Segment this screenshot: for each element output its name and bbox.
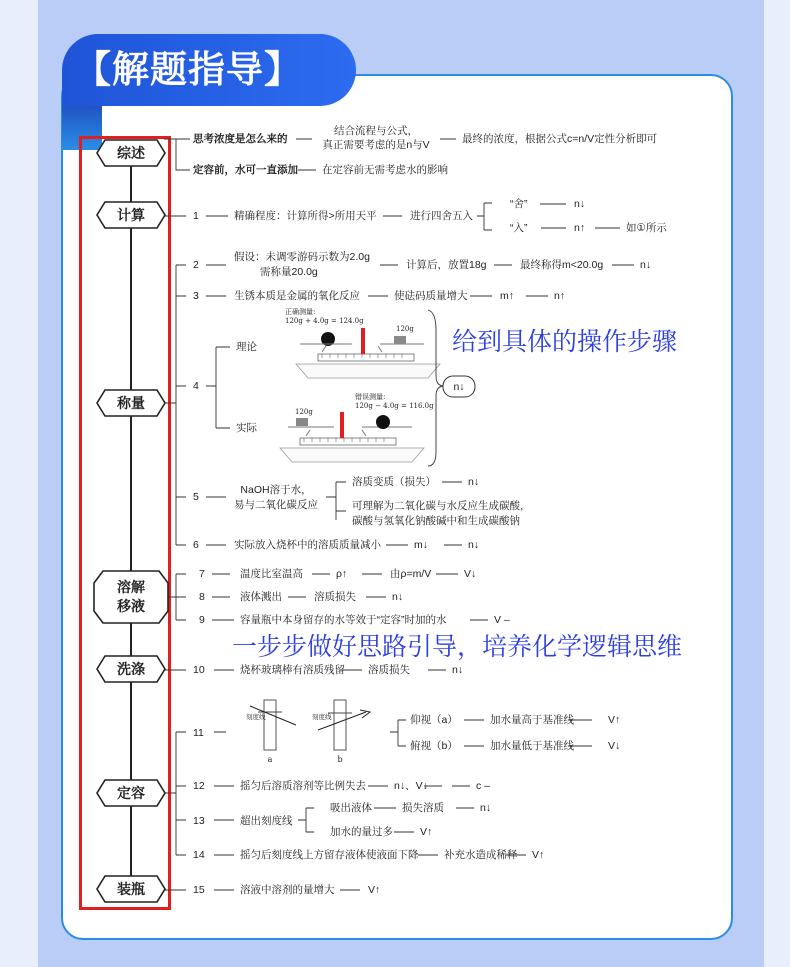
item-text: 生锈本质是金属的氧化反应 [234,290,360,302]
svg-text:称量: 称量 [117,395,145,411]
section-node-xidi [97,656,165,682]
item-number: 6 [193,539,199,551]
item-text: 温度比室温高 [240,568,303,580]
item-text: 加水量高于基准线 [490,714,574,726]
item-text: 易与二氧化碳反应 [234,499,318,511]
item-text: 溶液中溶剂的量增大 [240,884,335,896]
item-text: 损失溶质 [402,802,444,814]
item-text: 可理解为二氧化碳与水反应生成碳酸， [352,500,531,512]
section-node-dingrong [97,780,165,806]
item-text: 进行四舍五入 [410,210,473,222]
overview-item-text: 真正需要考虑的是n与V [322,139,430,151]
item-text: 使砝码质量增大 [394,290,468,302]
item-number: 10 [193,664,205,676]
item-text: V↓ [464,568,477,580]
item-text: n↓ [480,802,492,814]
page-title: 【解题指导】 [74,49,302,90]
item-text: 最终称得m<20.0g [520,259,604,271]
brace [428,310,444,466]
item-text: 补充水造成稀释 [444,849,518,861]
item-text: 如①所示 [626,222,667,234]
svg-text:120g − 4.0g = 116.0g: 120g − 4.0g = 116.0g [355,402,434,410]
item-text: 溶质损失 [368,664,410,676]
balance-correct-illustration [285,307,440,378]
item-text: c – [476,780,491,792]
item-text: n↓ [468,476,480,488]
item-text: 实际放入烧杯中的溶质质量减小 [234,539,381,551]
item-text: 加水的量过多 [330,826,393,838]
item-text: V↑ [420,826,433,838]
item-number: 12 [193,780,205,792]
svg-text:b: b [337,755,343,764]
overview-item-text: 思考浓度是怎么来的 [193,133,288,145]
svg-text:a: a [267,755,273,764]
balance-wrong-illustration [280,392,434,462]
item-number: 8 [199,591,205,603]
item-text: n↓ [452,664,464,676]
item-text: NaOH溶于水， [240,484,312,496]
section-node-chengliang [97,390,165,416]
item-text: ρ↑ [336,568,348,580]
item-text: 烧杯玻璃棒有溶质残留 [240,664,345,676]
overlay-caption-logic: 一步步做好思路引导，培养化学逻辑思维 [232,633,683,661]
section-node-zongshu [97,140,165,166]
item-text: n↓ [640,259,652,271]
svg-text:正确测量:: 正确测量: [285,308,316,316]
overlay-caption-steps: 给到具体的操作步骤 [452,328,678,356]
item-text: 液体溅出 [240,591,282,603]
svg-text:移液: 移液 [117,598,145,614]
svg-text:刻度线: 刻度线 [246,714,266,721]
item-text: n↓ [468,539,480,551]
item-text: 摇匀后溶质溶剂等比例失去 [240,780,366,792]
item-number: 14 [193,849,205,861]
meniscus-reading-illustration [246,700,370,764]
item-text: n↓、V↓ [394,780,428,792]
item-text: 计算后，放置18g [406,259,487,271]
item-text: m↓ [414,539,428,551]
item-text: 溶质损失 [314,591,356,603]
svg-text:120g + 4.0g = 124.0g: 120g + 4.0g = 124.0g [285,317,364,325]
item-text: V↓ [608,740,621,752]
item-text: 俯视（b） [410,740,458,752]
item-text: V – [494,614,510,626]
item-text: 碳酸与氢氧化钠酸碱中和生成碳酸钠 [352,515,520,527]
item-text: 摇匀后刻度线上方留存液体使液面下降 [240,849,419,861]
item-text: 假设：未调零游码示数为2.0g [234,251,370,263]
item-text: “入” [510,222,528,234]
item-number: 13 [193,815,205,827]
item-text: n↑ [554,290,566,302]
svg-text:定容: 定容 [117,785,145,801]
svg-text:洗涤: 洗涤 [117,661,145,677]
item-number: 15 [193,884,205,896]
svg-text:120g: 120g [295,408,313,416]
item-number: 7 [199,568,205,580]
item-number: 4 [193,380,199,392]
item-text: 加水量低于基准线 [490,740,574,752]
section-node-zhuangping [97,876,165,902]
item-text: 需称量20.0g [260,266,318,278]
svg-text:120g: 120g [396,325,414,333]
item-text: 溶质变质（损失） [352,476,436,488]
item-text: 仰视（a） [410,714,458,726]
item-text: 超出刻度线 [240,815,293,827]
svg-text:错误测量:: 错误测量: [355,393,386,401]
item-text: “舍” [510,198,528,210]
item-number: 11 [193,727,204,739]
item-number: 2 [193,259,199,271]
svg-text:装瓶: 装瓶 [117,881,145,897]
item-text: 理论 [236,341,257,353]
section-node-jisuan [97,202,165,228]
item-text: 容量瓶中本身留存的水等效于“定容”时加的水 [240,614,447,626]
overview-item-text: 在定容前无需考虑水的影响 [322,164,448,176]
svg-text:计算: 计算 [117,207,145,223]
overview-item-text: 最终的浓度，根据公式c=n/V定性分析即可 [462,133,658,145]
item-text: m↑ [500,290,514,302]
overview-item-text: 结合流程与公式， [334,125,418,137]
section-node-rongjie-yiye [94,571,168,623]
item-text: 实际 [236,422,257,434]
item-text: 精确程度：计算所得>所用天平 [234,210,377,222]
svg-text:溶解: 溶解 [117,579,145,595]
item-text: V↑ [608,714,621,726]
item-number: 3 [193,290,199,302]
item-text: 吸出液体 [330,802,372,814]
item-text: V↑ [368,884,381,896]
item-text: n↑ [574,222,586,234]
result-pill-text: n↓ [453,381,465,393]
svg-text:综述: 综述 [117,145,145,161]
item-text: 由ρ=m/V [390,568,432,580]
item-number: 1 [193,210,199,222]
svg-text:刻度线: 刻度线 [312,714,332,721]
item-text: n↓ [392,591,404,603]
item-text: n↓ [574,198,586,210]
item-number: 5 [193,491,199,503]
item-number: 9 [199,614,205,626]
overview-item-text: 定容前，水可一直添加 [193,164,298,176]
item-text: V↑ [532,849,545,861]
